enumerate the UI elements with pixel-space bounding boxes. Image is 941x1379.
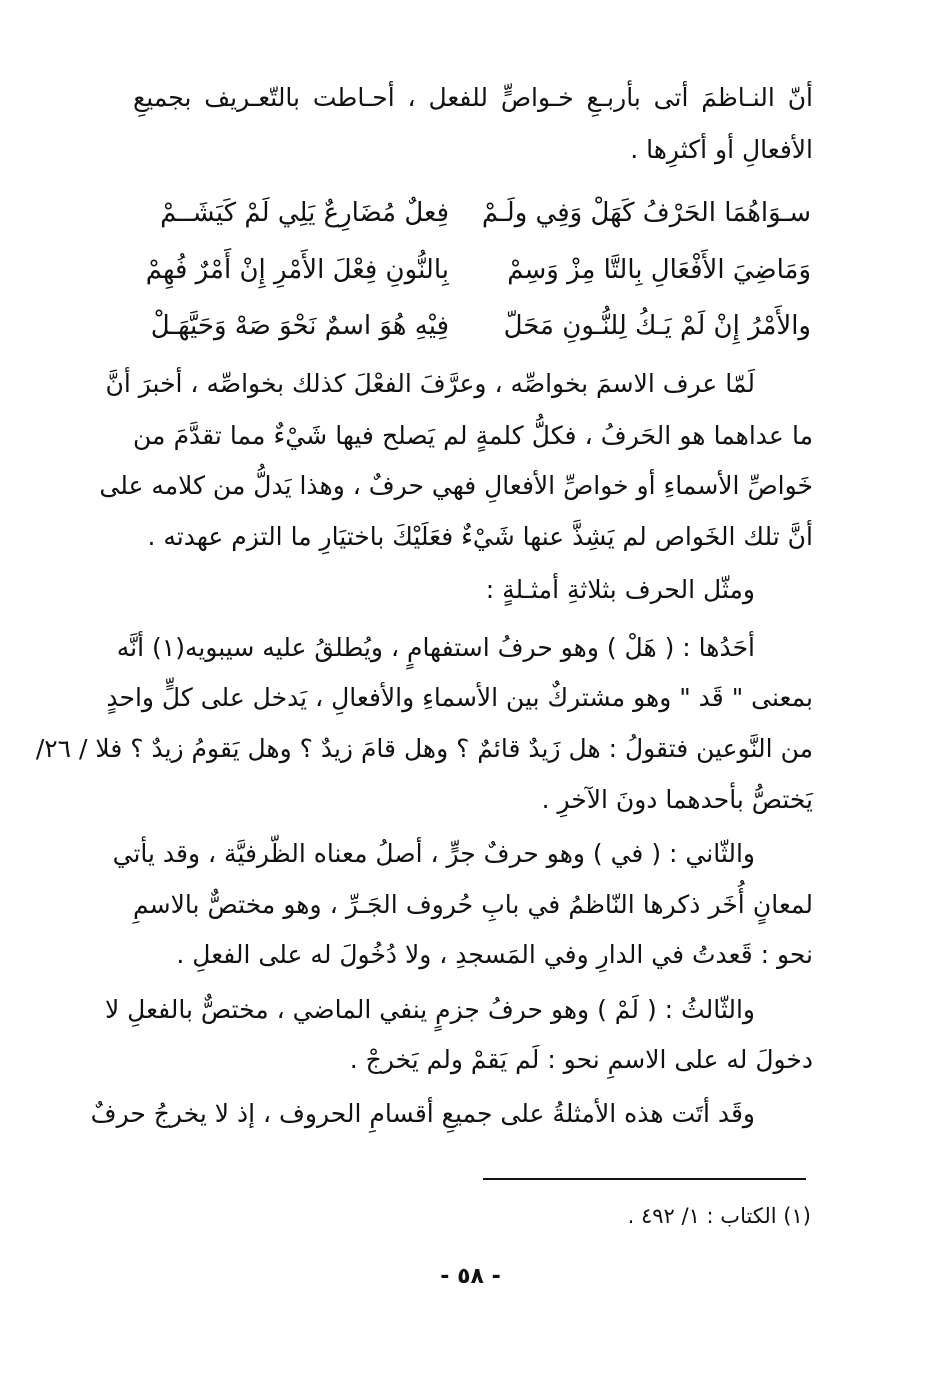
paragraph-6-line-2: دخولَ له على الاسمِ نحو : لَم يَقمْ ولم يَخرجْ .	[349, 1045, 813, 1074]
verse-1-first-hemistich: سـوَاهُمَا الحَرْفُ كَهَلْ وَفِي ولَـمْ	[481, 198, 811, 228]
paragraph-5-line-3: نحو : قَعدتُ في الدارِ وفي المَسجدِ ، ولا دُخُولَ له على الفعلِ .	[176, 940, 813, 969]
page-number: - ٥٨ -	[440, 1264, 501, 1289]
verse-2-second-hemistich: بِالنُّونِ فِعْلَ الأَمْرِ إِنْ أَمْرٌ فُهِمْ	[145, 255, 449, 285]
verse-3-first-hemistich: والأَمْرُ إِنْ لَمْ يَـكُ لِلنُّـونِ مَحَلّ	[503, 311, 811, 341]
paragraph-7-line-1: وقَد أتَت هذه الأمثلةُ على جميعِ أقسامِ الحروف ، إذ لا يخرجُ حرفٌ	[90, 1099, 755, 1128]
paragraph-4-line-4: يَختصُّ بأحدهما دونَ الآخرِ .	[541, 785, 813, 814]
paragraph-2-line-2: ما عداهما هو الحَرفُ ، فكلُّ كلمةٍ لم يَصلح فيها شَيْءٌ مما تقدَّمَ من	[133, 421, 813, 450]
verse-2-first-hemistich: وَمَاضِيَ الأَفْعَالِ بِالتَّا مِزْ وَسِمْ	[507, 255, 811, 285]
paragraph-1-line-1: أنّ النـاظمَ أتى بأربـعِ خـواصٍّ للفعل ، أحـاطت بالتّعـريف بجميعِ	[133, 83, 813, 112]
paragraph-4-line-1: أحَدُها : ( هَلْ ) وهو حرفُ استفهامٍ ، ويُطلقُ عليه سيبويه(١) أنَّه	[116, 633, 755, 662]
footnote-divider	[483, 1178, 806, 1180]
verse-1-second-hemistich: فِعلٌ مُضَارِعٌ يَلِي لَمْ كَيَشَــمْ	[160, 198, 449, 228]
paragraph-2-line-3: خَواصِّ الأسماءِ أو خواصِّ الأفعالِ فهي حرفٌ ، وهذا يَدلُّ من كلامه على	[99, 471, 813, 500]
paragraph-2-line-1: لَمّا عرف الاسمَ بخواصِّه ، وعرَّفَ الفعْلَ كذلك بخواصِّه ، أخبرَ أنَّ	[105, 369, 755, 398]
footnote: (١) الكتاب : ١/ ٤٩٢ .	[627, 1204, 811, 1228]
paragraph-1-line-2: الأفعالِ أو أكثرِها .	[630, 135, 813, 164]
paragraph-4-line-2: بمعنى " قَد " وهو مشتركٌ بين الأسماءِ والأفعالِ ، يَدخل على كلٍّ واحدٍ	[106, 683, 813, 712]
verse-3-second-hemistich: فِيْهِ هُوَ اسمٌ نَحْوَ صَهْ وَحَيَّهَـلْ	[150, 311, 449, 341]
paragraph-5-line-1: والثّاني : ( في ) وهو حرفٌ جرٍّ ، أصلُ معناه الظّرفيَّة ، وقد يأتي	[112, 839, 755, 868]
paragraph-4-line-3: من النَّوعين فتقولُ : هل زَيدٌ قائمٌ ؟ وهل قامَ زيدٌ ؟ وهل يَقومُ زيدٌ ؟ فلا / ٢٦/	[35, 734, 813, 763]
paragraph-6-line-1: والثّالثُ : ( لَمْ ) وهو حرفُ جزمٍ ينفي الماضي ، مختصٌّ بالفعلِ لا	[104, 995, 755, 1024]
paragraph-2-line-4: أنَّ تلك الخَواص لم يَشِذَّ عنها شَيْءٌ فعَلَيْكَ باختيَارِ ما التزم عهدته .	[147, 522, 813, 551]
paragraph-5-line-2: لمعانٍ أُخَر ذكرها النّاظمُ في بابِ حُروف الجَـرِّ ، وهو مختصٌّ بالاسمِ	[133, 890, 813, 919]
paragraph-3: ومثّل الحرف بثلاثةِ أمثـلةٍ :	[485, 575, 755, 604]
